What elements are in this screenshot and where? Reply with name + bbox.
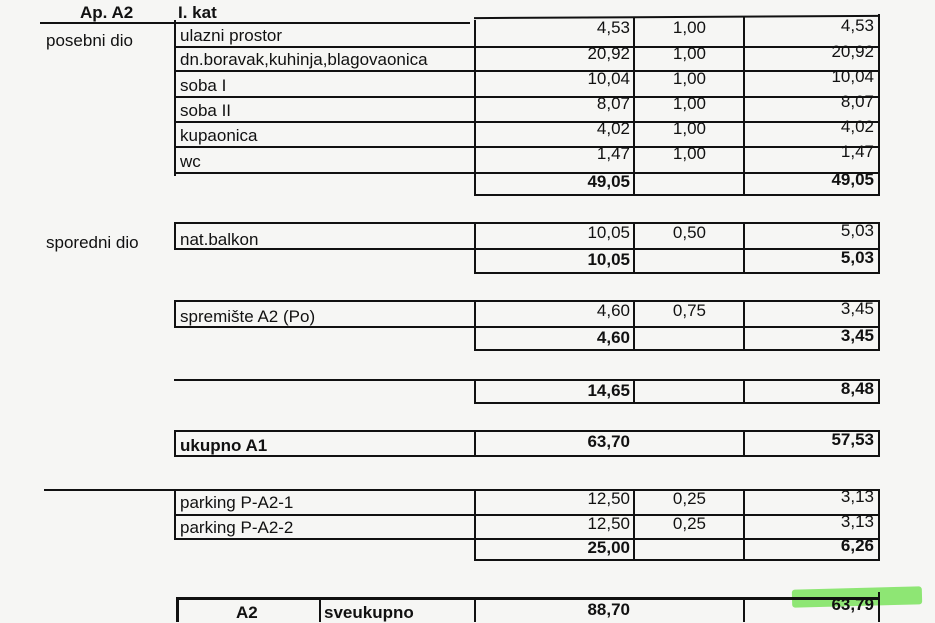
row-area: 12,50	[587, 514, 630, 533]
row-name: ulazni prostor	[180, 26, 283, 45]
row-result: 3,13	[840, 512, 874, 531]
section-total-area: 49,05	[587, 172, 630, 191]
row-name: nat.balkon	[180, 230, 259, 249]
section-total-result: 5,03	[840, 248, 874, 267]
row-result: 4,53	[840, 16, 874, 35]
row-result: 4,02	[840, 117, 874, 136]
ukupno-result: 57,53	[831, 430, 874, 449]
row-coef: 1,00	[672, 144, 706, 163]
row-coef: 0,75	[672, 301, 706, 320]
row-coef: 1,00	[672, 18, 706, 37]
row-coef: 1,00	[672, 119, 706, 138]
row-coef: 1,00	[672, 94, 706, 113]
row-name: soba II	[180, 101, 232, 120]
row-name: wc	[180, 152, 201, 171]
section-label-posebni: posebni dio	[46, 31, 133, 50]
row-coef: 0,25	[672, 514, 706, 533]
section-total-area: 25,00	[587, 538, 630, 557]
row-result: 3,45	[840, 299, 874, 318]
grand-total-label: sveukupno	[324, 603, 414, 622]
section-total-result: 49,05	[831, 170, 874, 189]
row-name: soba I	[180, 76, 227, 95]
section-total-area: 4,60	[596, 328, 630, 347]
row-area: 8,07	[596, 94, 630, 113]
section-total-result: 6,26	[840, 536, 874, 555]
apartment-label: Ap. A2	[80, 3, 134, 22]
row-result: 8,07	[840, 92, 874, 111]
floor-label: I. kat	[178, 3, 217, 22]
ukupno-area: 63,70	[587, 432, 630, 451]
grand-total-unit: A2	[236, 603, 258, 622]
row-area: 12,50	[587, 489, 630, 508]
row-area: 4,02	[596, 119, 630, 138]
row-area: 10,05	[587, 223, 630, 242]
row-coef: 1,00	[672, 69, 706, 88]
row-area: 10,04	[587, 69, 630, 88]
subtotal-area: 14,65	[587, 381, 630, 400]
ukupno-label: ukupno A1	[180, 436, 268, 455]
row-coef: 0,50	[672, 223, 706, 242]
row-result: 5,03	[840, 221, 874, 240]
row-area: 20,92	[587, 44, 630, 63]
row-area: 4,53	[596, 18, 630, 37]
row-name: parking P-A2-2	[180, 518, 294, 537]
row-name: spremište A2 (Po)	[180, 307, 316, 326]
section-label-sporedni: sporedni dio	[46, 233, 139, 252]
row-coef: 0,25	[672, 489, 706, 508]
subtotal-result: 8,48	[840, 379, 874, 398]
row-coef: 1,00	[672, 44, 706, 63]
row-area: 4,60	[596, 301, 630, 320]
row-name: dn.boravak,kuhinja,blagovaonica	[180, 50, 428, 69]
row-result: 1,47	[840, 142, 874, 161]
row-name: parking P-A2-1	[180, 493, 294, 512]
header-rule	[40, 22, 470, 24]
section-total-area: 10,05	[587, 250, 630, 269]
row-area: 1,47	[596, 144, 630, 163]
grand-total-result: 63,79	[831, 595, 874, 614]
section-total-result: 3,45	[840, 326, 874, 345]
row-result: 20,92	[831, 42, 874, 61]
grand-total-area: 88,70	[587, 600, 630, 619]
row-result: 10,04	[831, 67, 874, 86]
row-result: 3,13	[840, 487, 874, 506]
row-name: kupaonica	[180, 126, 258, 145]
